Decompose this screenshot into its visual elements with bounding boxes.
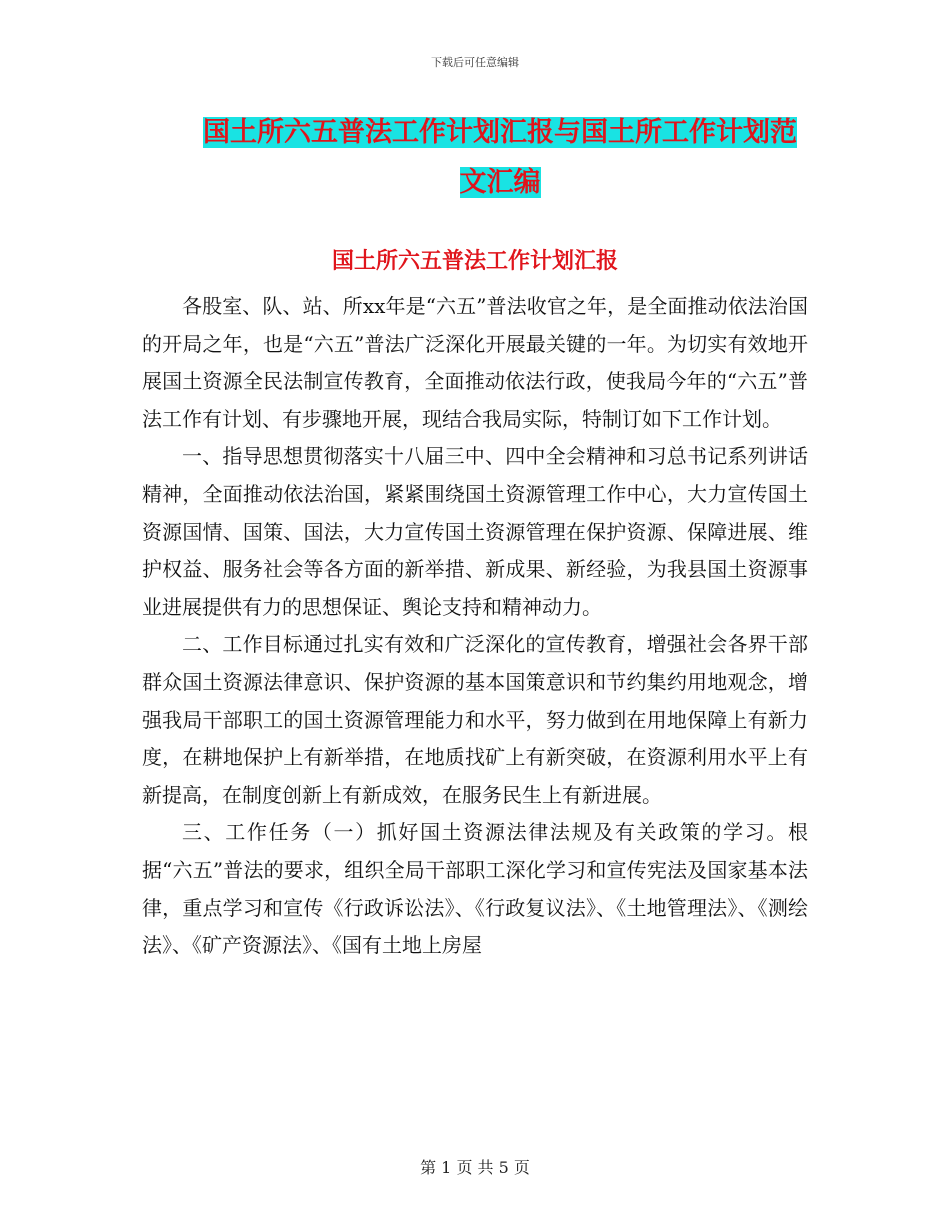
section-title: 国土所六五普法工作计划汇报 xyxy=(331,248,618,274)
paragraph-intro: 各股室、队、站、所xx年是“六五”普法收官之年，是全面推动依法治国的开局之年，也是“六五”普法广泛深化开展最关键的一年。为切实有效地开展国土资源全民法制宣传教育，全面推动依法行政，使我局今年的“六五”普法工作有计划、有步骤地开展，现结合我局实际，特制订如下工作计划。 xyxy=(142,294,808,431)
header-note: 下载后可任意编辑 xyxy=(431,56,519,69)
paragraph-work-tasks: 三、工作任务（一）抓好国土资源法律法规及有关政策的学习。根据“六五”普法的要求，组织全局干部职工深化学习和宣传宪法及国家基本法律，重点学习和宣传《行政诉讼法》、《行政复议法》、《土地管理法》、《测绘法》、《矿产资源法》、《国有土地上房屋 xyxy=(142,820,808,958)
paragraph-work-goals: 二、工作目标通过扎实有效和广泛深化的宣传教育，增强社会各界干部群众国土资源法律意识、保护资源的基本国策意识和节约集约用地观念，增强我局干部职工的国土资源管理能力和水平，努力做到在用地保障上有新力度，在耕地保护上有新举措，在地质找矿上有新突破，在资源利用水平上有新提高，在制度创新上有新成效，在服务民生上有新进展。 xyxy=(142,632,808,807)
body-text xyxy=(142,288,808,965)
paragraph-guiding-thought: 一、指导思想贯彻落实十八届三中、四中全会精神和习总书记系列讲话精神，全面推动依法治国，紧紧围绕国土资源管理工作中心，大力宣传国土资源国情、国策、国法，大力宣传国土资源管理在保护资源、保障进展、维护权益、服务社会等各方面的新举措、新成果、新经验，为我县国土资源事业进展提供有力的思想保证、舆论支持和精神动力。 xyxy=(142,444,808,619)
page-footer: 第 1 页 共 5 页 xyxy=(420,1158,530,1177)
document-title xyxy=(192,108,808,208)
document-title-text: 国土所六五普法工作计划汇报与国土所工作计划范文汇编 xyxy=(203,117,797,198)
